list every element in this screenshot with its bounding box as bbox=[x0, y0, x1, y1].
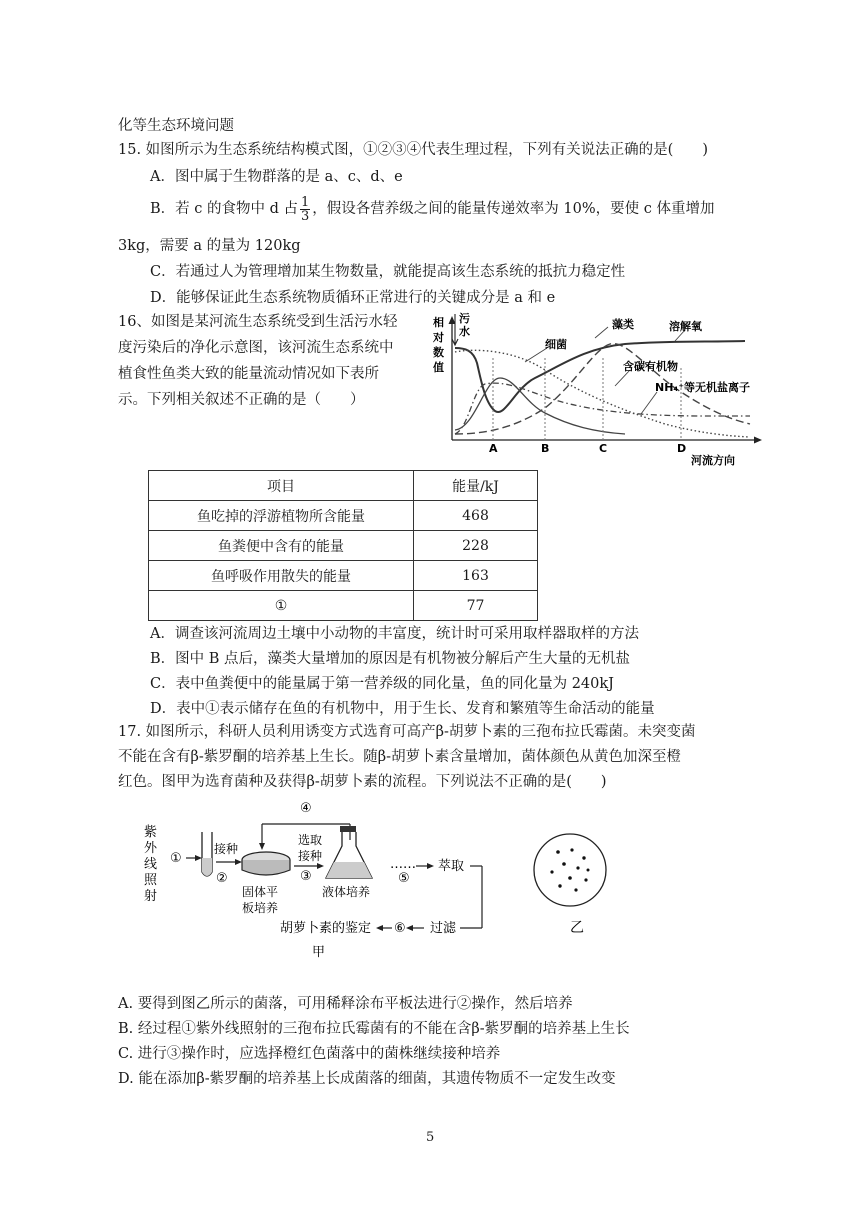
selection-flow-diagram bbox=[140, 800, 680, 970]
bacteria-curve bbox=[455, 378, 625, 434]
q16-stem-line-3: 植食性鱼类大致的能量流动情况如下表所 bbox=[118, 366, 379, 382]
point-c-label: C bbox=[599, 442, 608, 455]
solid-plate-label-1: 固体平 bbox=[242, 885, 279, 899]
fraction-numerator: 1 bbox=[301, 194, 310, 210]
energy-table bbox=[148, 470, 538, 621]
uv-char-2: 外 bbox=[144, 841, 158, 856]
bacteria-label: 细菌 bbox=[545, 338, 567, 351]
step-5-label: ⑤ bbox=[398, 871, 410, 886]
table-cell: 77 bbox=[414, 591, 538, 621]
q17-option-d: D. 能在添加β-紫罗酮的培养基上长成菌落的细菌，其遗传物质不一定发生改变 bbox=[118, 1071, 616, 1087]
ylabel-char: 值 bbox=[433, 361, 444, 374]
ylabel-char: 对 bbox=[433, 331, 444, 344]
uv-char-1: 紫 bbox=[144, 825, 158, 840]
step-3-label: ③ bbox=[300, 869, 312, 884]
uv-char-5: 射 bbox=[144, 889, 158, 904]
table-cell: 163 bbox=[414, 561, 538, 591]
ellipsis-dots: …… bbox=[390, 857, 416, 872]
sewage-label-char: 污 bbox=[459, 312, 470, 325]
table-header-row bbox=[149, 471, 538, 501]
select-label-1: 选取 bbox=[298, 833, 323, 847]
q16-stem-line-4: 示。下列相关叙述不正确的是（ ） bbox=[118, 392, 365, 408]
q15-fraction bbox=[300, 196, 310, 223]
q16-option-a: A．调查该河流周边土壤中小动物的丰富度，统计时可采用取样器取样的方法 bbox=[150, 626, 639, 642]
sewage-label-char: 水 bbox=[459, 325, 470, 338]
oxygen-label: 溶解氧 bbox=[669, 320, 702, 333]
algae-leader bbox=[595, 327, 608, 338]
q17-stem-line-3: 红色。图甲为选育菌种及获得β-胡萝卜素的流程。下列说法不正确的是( ) bbox=[118, 774, 607, 790]
q16-option-d: D．表中①表示储存在鱼的有机物中，用于生长、发育和繁殖等生命活动的能量 bbox=[150, 701, 655, 717]
q15-option-b-pre: B．若 c 的食物中 d 占 bbox=[150, 201, 298, 217]
extract-label: 萃取 bbox=[438, 859, 465, 874]
table-header-energy: 能量/kJ bbox=[414, 471, 538, 501]
step-6-arrowhead-2 bbox=[376, 925, 383, 931]
x-axis-label: 河流方向 bbox=[691, 454, 735, 467]
petri-dish-base bbox=[242, 860, 290, 875]
ylabel-char: 相 bbox=[433, 316, 444, 329]
identify-label: 胡萝卜素的鉴定 bbox=[280, 921, 372, 936]
ylabel-char: 数 bbox=[433, 346, 444, 359]
colony-plate-icon bbox=[534, 834, 606, 906]
table-cell: ① bbox=[149, 591, 414, 621]
table-row bbox=[149, 501, 538, 531]
q16-stem-line-1: 16、如图是某河流生态系统受到生活污水轻 bbox=[118, 314, 398, 330]
intro-fragment: 化等生态环境问题 bbox=[118, 118, 234, 134]
solid-plate-label-2: 板培养 bbox=[242, 901, 279, 915]
table-cell: 228 bbox=[414, 531, 538, 561]
q15-option-d: D．能够保证此生态系统物质循环正常进行的关键成分是 a 和 e bbox=[150, 290, 556, 306]
uv-char-4: 照 bbox=[144, 873, 158, 888]
inoculate-label: 接种 bbox=[214, 842, 239, 856]
table-row bbox=[149, 561, 538, 591]
step-2-label: ② bbox=[216, 871, 228, 886]
q15-stem: 15. 如图所示为生态系统结构模式图，①②③④代表生理过程，下列有关说法正确的是( ) bbox=[118, 142, 708, 158]
point-a-label: A bbox=[489, 442, 498, 455]
oxygen-curve bbox=[455, 341, 745, 412]
q15-option-b bbox=[150, 194, 714, 224]
step-5-arrowhead bbox=[427, 863, 434, 869]
ions-label: NH₄⁺等无机盐离子 bbox=[655, 381, 751, 394]
step-1-arrowhead bbox=[195, 855, 202, 861]
algae-label: 藻类 bbox=[612, 318, 634, 331]
point-d-label: D bbox=[677, 442, 687, 455]
organic-label: 含碳有机物 bbox=[623, 360, 678, 373]
q17-option-b: B. 经过程①紫外线照射的三孢布拉氏霉菌有的不能在含β-紫罗酮的培养基上生长 bbox=[118, 1021, 630, 1037]
step-2-arrowhead bbox=[235, 859, 242, 865]
step-4-arrowhead bbox=[259, 843, 265, 850]
liquid-culture-label: 液体培养 bbox=[322, 885, 371, 899]
test-tube-liquid bbox=[202, 858, 212, 876]
flask-liquid bbox=[326, 862, 372, 878]
point-b-label: B bbox=[541, 442, 550, 455]
ions-leader bbox=[641, 392, 657, 414]
q15-option-a: A．图中属于生物群落的是 a、c、d、e bbox=[150, 169, 403, 185]
bacteria-leader bbox=[525, 348, 547, 362]
step-6-arrowhead bbox=[406, 925, 413, 931]
uv-char-3: 线 bbox=[144, 857, 158, 872]
q16-option-c: C．表中鱼粪便中的能量属于第一营养级的同化量，鱼的同化量为 240kJ bbox=[150, 676, 614, 692]
table-header-item: 项目 bbox=[149, 471, 414, 501]
table-cell: 468 bbox=[414, 501, 538, 531]
step-1-label: ① bbox=[170, 851, 182, 866]
step-4-label: ④ bbox=[300, 801, 312, 816]
table-cell: 鱼呼吸作用散失的能量 bbox=[149, 561, 414, 591]
colony-dots bbox=[550, 848, 589, 891]
page-number: 5 bbox=[426, 1130, 435, 1145]
table-row bbox=[149, 591, 538, 621]
q17-option-c: C. 进行③操作时，应选择橙红色菌落中的菌株继续接种培养 bbox=[118, 1046, 501, 1062]
table-cell: 鱼粪便中含有的能量 bbox=[149, 531, 414, 561]
step-6-label: ⑥ bbox=[394, 921, 406, 936]
river-purification-figure bbox=[425, 308, 775, 468]
step-3-arrowhead bbox=[317, 863, 324, 869]
figure-yi-label: 乙 bbox=[570, 920, 584, 936]
select-label-2: 接种 bbox=[298, 849, 323, 863]
table-row bbox=[149, 531, 538, 561]
q16-option-b: B．图中 B 点后，藻类大量增加的原因是有机物被分解后产生大量的无机盐 bbox=[150, 651, 631, 667]
table-cell: 鱼吃掉的浮游植物所含能量 bbox=[149, 501, 414, 531]
x-axis-arrow bbox=[754, 437, 762, 444]
q17-option-a: A. 要得到图乙所示的菌落，可用稀释涂布平板法进行②操作，然后培养 bbox=[118, 996, 573, 1012]
q15-option-c: C．若通过人为管理增加某生物数量，就能提高该生态系统的抵抗力稳定性 bbox=[150, 264, 626, 280]
filter-label: 过滤 bbox=[430, 921, 457, 936]
fraction-denominator: 3 bbox=[301, 208, 310, 224]
q17-stem-line-2: 不能在含有β-紫罗酮的培养基上生长。随β-胡萝卜素含量增加，菌体颜色从黄色加深至橙 bbox=[118, 749, 682, 765]
flask-stopper bbox=[340, 826, 356, 832]
q16-stem-line-2: 度污染后的净化示意图，该河流生态系统中 bbox=[118, 340, 394, 356]
q15-option-b-cont: 3kg，需要 a 的量为 120kg bbox=[118, 238, 301, 254]
q17-stem-line-1: 17. 如图所示，科研人员利用诱变方式选育可高产β-胡萝卜素的三孢布拉氏霉菌。未突变菌 bbox=[118, 724, 696, 740]
q15-option-b-post: ，假设各营养级之间的能量传递效率为 10%，要使 c 体重增加 bbox=[312, 201, 715, 217]
figure-jia-label: 甲 bbox=[312, 945, 326, 960]
